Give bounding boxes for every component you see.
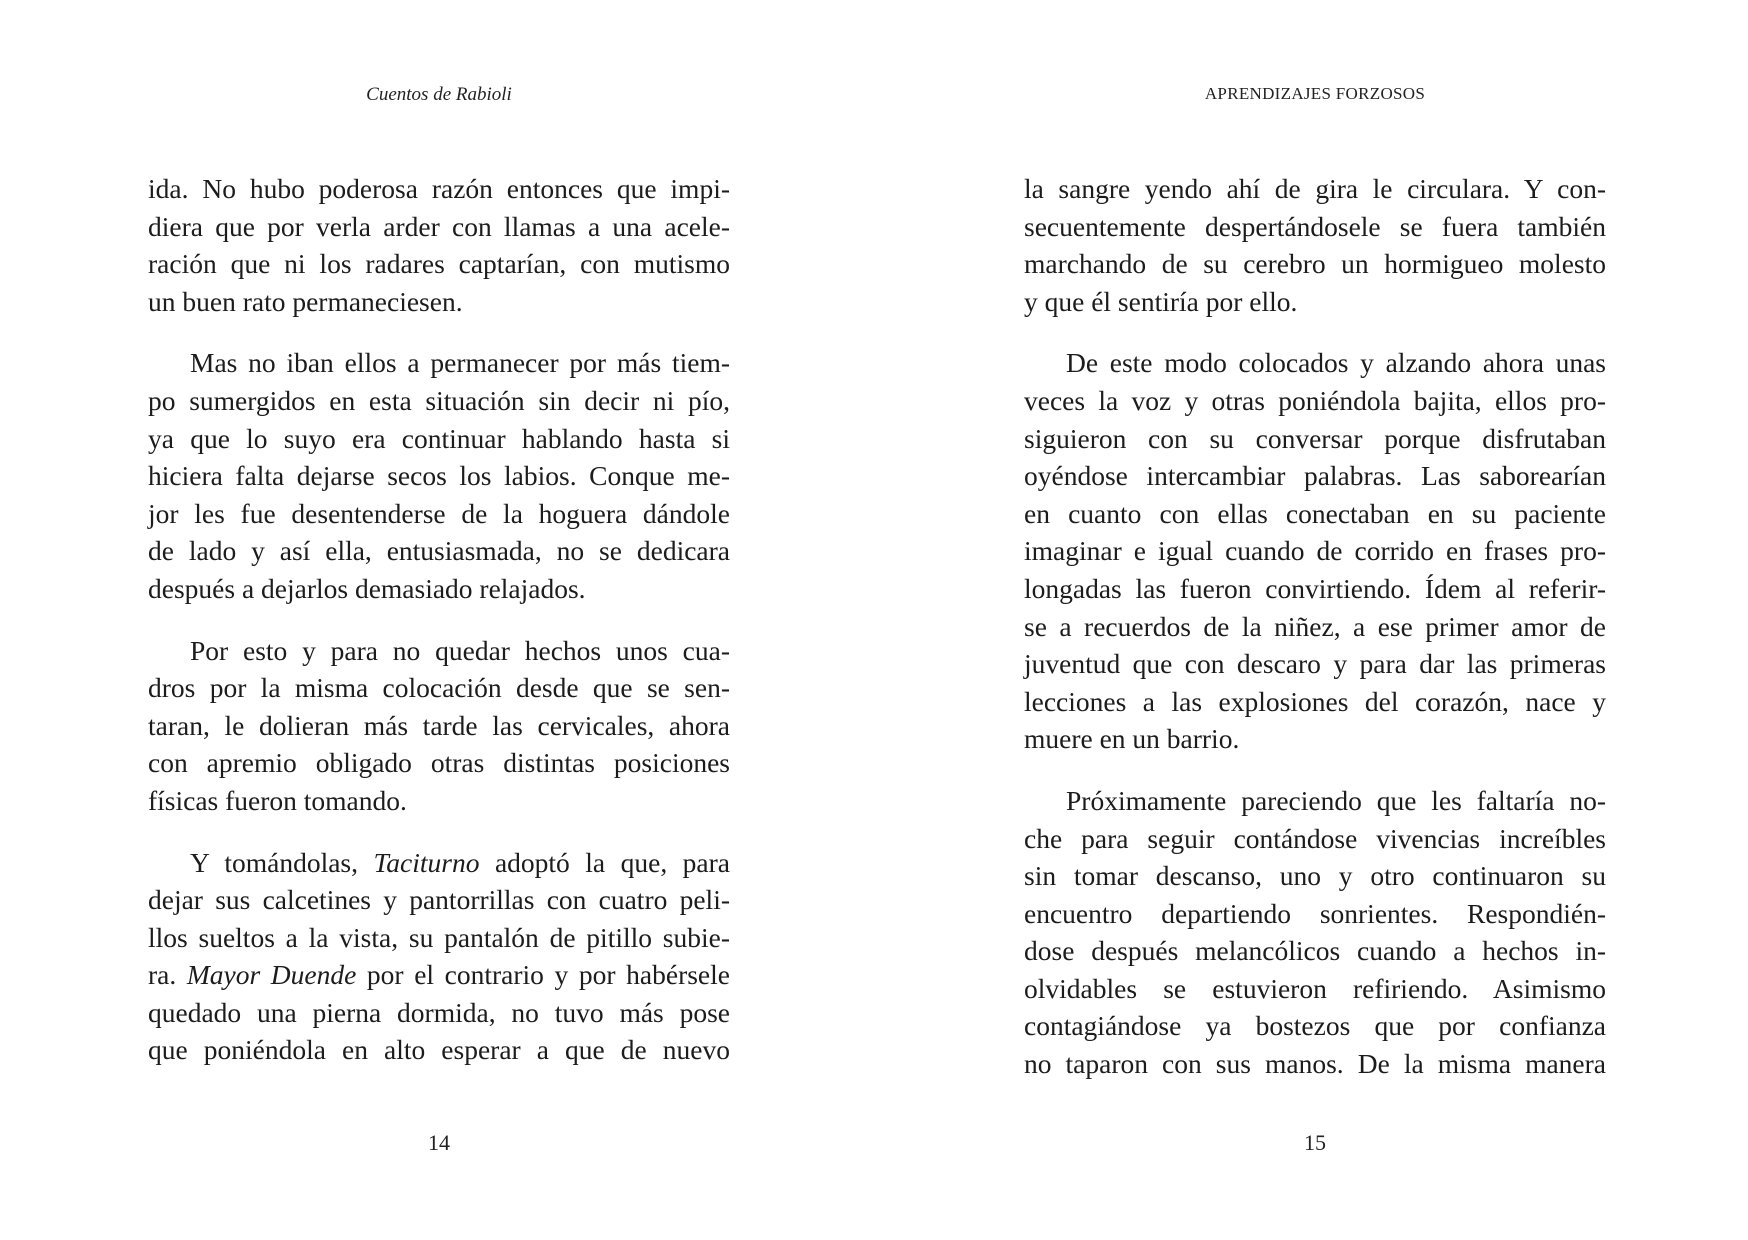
paragraph bbox=[1024, 344, 1606, 758]
text-line: no taparon con sus manos. De la misma manera bbox=[1024, 1048, 1606, 1080]
text-line: Y tomándolas, Taciturno adoptó la que, para bbox=[190, 846, 731, 878]
text-line: físicas fueron tomando. bbox=[148, 784, 407, 816]
text-line: dejar sus calcetines y pantorrillas con cuatro peli- bbox=[148, 884, 730, 916]
text-line: jor les fue desentenderse de la hoguera dándole bbox=[148, 497, 730, 529]
text-line: juventud que con descaro y para dar las primeras bbox=[1024, 648, 1606, 680]
text-line: después a dejarlos demasiado relajados. bbox=[148, 572, 586, 604]
text-line: llos sueltos a la vista, su pantalón de pitillo subie- bbox=[148, 921, 730, 953]
text-line: imaginar e igual cuando de corrido en frases pro- bbox=[1024, 535, 1606, 567]
text-line: que poniéndola en alto esperar a que de nuevo bbox=[148, 1034, 730, 1066]
text-line: hiciera falta dejarse secos los labios. Conque me- bbox=[148, 460, 730, 492]
text-line: ración que ni los radares captarían, con mutismo bbox=[148, 248, 730, 280]
running-head-right: APRENDIZAJES FORZOSOS bbox=[1204, 84, 1426, 103]
text-line: Próximamente pareciendo que les faltaría no- bbox=[1066, 784, 1606, 816]
text-line: lecciones a las explosiones del corazón, nace y bbox=[1024, 685, 1606, 717]
paragraph bbox=[148, 632, 730, 820]
text-line: dose después melancólicos cuando a hechos in- bbox=[1024, 935, 1606, 967]
body-text-left bbox=[148, 170, 730, 1093]
paragraph bbox=[1024, 170, 1606, 320]
text-line: quedado una pierna dormida, no tuvo más pose bbox=[148, 996, 730, 1028]
text-line: diera que por verla arder con llamas a una acele- bbox=[148, 210, 730, 242]
text-line: marchando de su cerebro un hormigueo molesto bbox=[1024, 248, 1606, 280]
text-line: se a recuerdos de la niñez, a ese primer amor de bbox=[1024, 610, 1606, 642]
paragraph bbox=[1024, 782, 1606, 1083]
text-line: de lado y así ella, entusiasmada, no se dedicara bbox=[148, 535, 730, 567]
text-line: veces la voz y otras poniéndola bajita, ellos pro- bbox=[1024, 384, 1606, 416]
text-line: dros por la misma colocación desde que se sen- bbox=[148, 672, 730, 704]
text-line: contagiándose ya bostezos que por confianza bbox=[1024, 1010, 1606, 1042]
page-number-right: 15 bbox=[1304, 1130, 1326, 1155]
text-line: siguieron con su conversar porque disfrutaban bbox=[1024, 422, 1606, 454]
text-line: con apremio obligado otras distintas posiciones bbox=[148, 747, 730, 779]
text-line: la sangre yendo ahí de gira le circulara. Y con- bbox=[1024, 173, 1606, 204]
running-head-left: Cuentos de Rabioli bbox=[366, 84, 512, 105]
text-line: en cuanto con ellas conectaban en su paciente bbox=[1024, 497, 1606, 529]
text-line: un buen rato permaneciesen. bbox=[148, 285, 463, 317]
text-line: sin tomar descanso, uno y otro continuaron su bbox=[1024, 860, 1606, 892]
text-line: ya que lo suyo era continuar hablando hasta si bbox=[148, 422, 730, 454]
page-number-left: 14 bbox=[428, 1130, 450, 1155]
text-line: taran, le dolieran más tarde las cervicales, ahora bbox=[148, 709, 730, 741]
text-line: ida. No hubo poderosa razón entonces que impi- bbox=[148, 173, 730, 204]
body-text-right bbox=[1024, 170, 1606, 1107]
text-line: che para seguir contándose vivencias increíbles bbox=[1024, 822, 1606, 854]
text-line: Por esto y para no quedar hechos unos cua- bbox=[190, 634, 730, 666]
right-page bbox=[874, 0, 1748, 1240]
text-line: secuentemente despertándosele se fuera también bbox=[1024, 210, 1606, 242]
text-line: y que él sentiría por ello. bbox=[1024, 285, 1298, 317]
paragraph bbox=[148, 170, 730, 320]
text-line: po sumergidos en esta situación sin decir ni pío, bbox=[148, 384, 730, 416]
text-line: muere en un barrio. bbox=[1024, 723, 1240, 755]
text-line: longadas las fueron convirtiendo. Ídem al referir- bbox=[1024, 572, 1606, 604]
text-line: encuentro departiendo sonrientes. Respondién- bbox=[1024, 897, 1606, 929]
text-line: Mas no iban ellos a permanecer por más tiem- bbox=[190, 347, 730, 379]
text-line: oyéndose intercambiar palabras. Las saborearían bbox=[1024, 460, 1606, 492]
text-line: ra. Mayor Duende por el contrario y por habérsele bbox=[148, 959, 730, 991]
paragraph bbox=[148, 344, 730, 607]
paragraph bbox=[148, 844, 730, 1070]
text-line: olvidables se estuvieron refiriendo. Asimismo bbox=[1024, 972, 1606, 1004]
text-line: De este modo colocados y alzando ahora unas bbox=[1066, 347, 1606, 379]
